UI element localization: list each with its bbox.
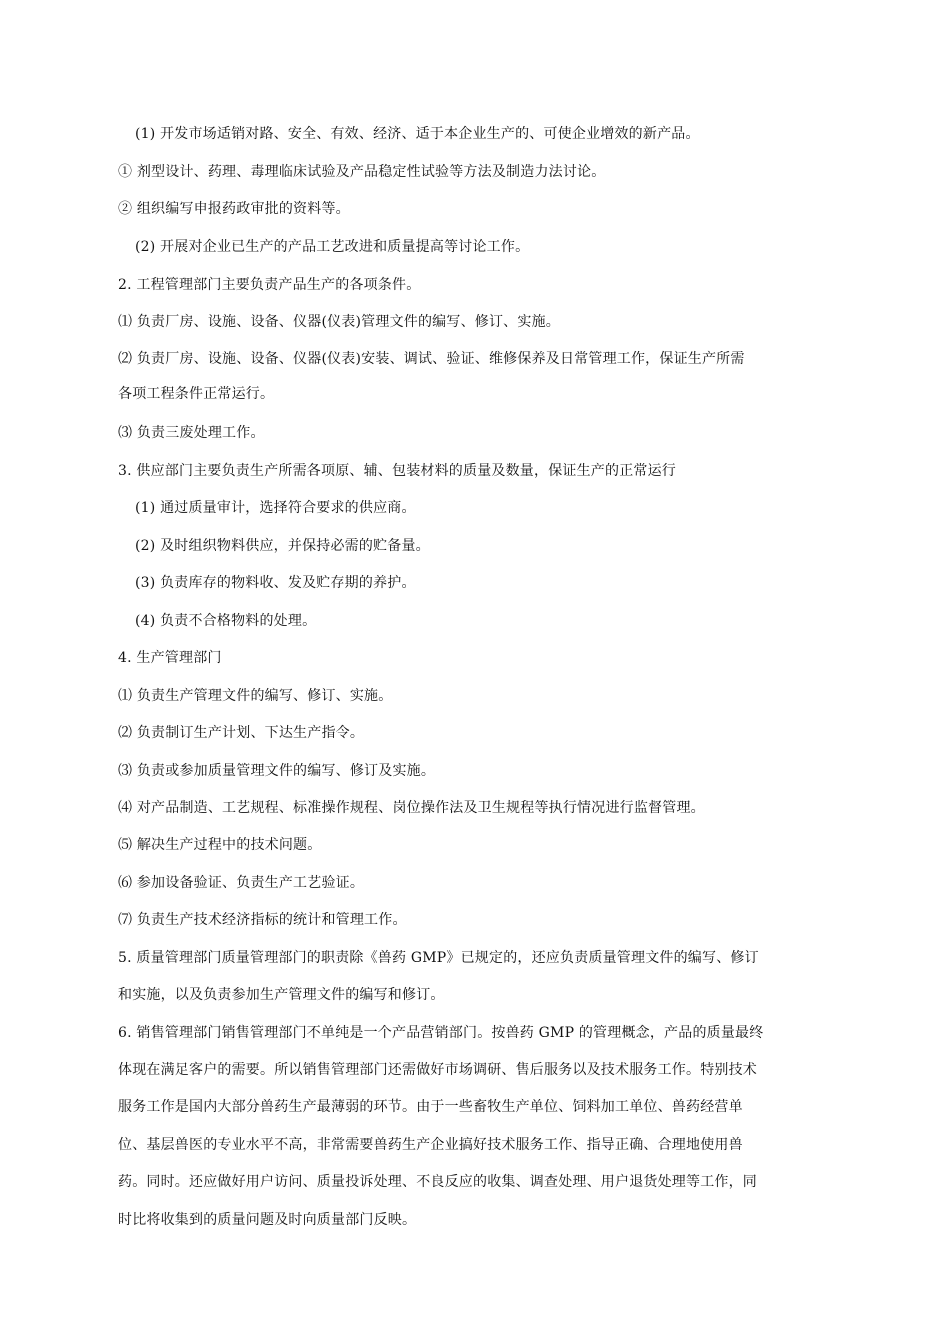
paragraph-line: 各项工程条件正常运行。: [118, 386, 275, 402]
paragraph-line: (2) 及时组织物料供应，并保持必需的贮备量。: [135, 538, 430, 554]
paragraph-line: ⑹ 参加设备验证、负责生产工艺验证。: [118, 875, 365, 891]
paragraph-line: 位、基层兽医的专业水平不高，非常需要兽药生产企业搞好技术服务工作、指导正确、合理地使用兽: [118, 1137, 743, 1153]
paragraph-line: 服务工作是国内大部分兽药生产最薄弱的环节。由于一些畜牧生产单位、饲料加工单位、兽药经营单: [118, 1099, 743, 1115]
paragraph-line: (3) 负责库存的物料收、发及贮存期的养护。: [135, 575, 416, 591]
paragraph-line: ⑺ 负责生产技术经济指标的统计和管理工作。: [118, 912, 407, 928]
paragraph-line: (1) 开发市场适销对路、安全、有效、经济、适于本企业生产的、可使企业增效的新产品。: [135, 126, 700, 142]
paragraph-line: ② 组织编写申报药政审批的资料等。: [118, 201, 350, 217]
paragraph-line: ⑵ 负责制订生产计划、下达生产指令。: [118, 725, 365, 741]
paragraph-line: 体现在满足客户的需要。所以销售管理部门还需做好市场调研、售后服务以及技术服务工作。特别技术: [118, 1062, 757, 1078]
paragraph-line: (1) 通过质量审计，选择符合要求的供应商。: [135, 500, 416, 516]
paragraph-line: 药。同时。还应做好用户访问、质量投诉处理、不良反应的收集、调查处理、用户退货处理等工作，同: [118, 1174, 757, 1190]
section-heading: 2. 工程管理部门主要负责产品生产的各项条件。: [118, 277, 421, 293]
section-heading: 3. 供应部门主要负责生产所需各项原、辅、包装材料的质量及数量，保证生产的正常运行: [118, 463, 677, 479]
paragraph-line: 和实施，以及负责参加生产管理文件的编写和修订。: [118, 987, 445, 1003]
paragraph-line: ① 剂型设计、药理、毒理临床试验及产品稳定性试验等方法及制造力法讨论。: [118, 164, 606, 180]
paragraph-line: ⑶ 负责三废处理工作。: [118, 425, 265, 441]
paragraph-line: 时比将收集到的质量问题及时向质量部门反映。: [118, 1212, 417, 1228]
paragraph-line: ⑷ 对产品制造、工艺规程、标准操作规程、岗位操作法及卫生规程等执行情况进行监督管理。: [118, 800, 705, 816]
section-heading: 6. 销售管理部门销售管理部门不单纯是一个产品营销部门。按兽药 GMP 的管理概念，产品的质量最终: [118, 1025, 764, 1041]
section-heading: 4. 生产管理部门: [118, 650, 222, 666]
paragraph-line: ⑴ 负责厂房、设施、设备、仪器(仪表)管理文件的编写、修订、实施。: [118, 314, 560, 330]
paragraph-line: (2) 开展对企业已生产的产品工艺改进和质量提高等讨论工作。: [135, 239, 530, 255]
paragraph-line: ⑵ 负责厂房、设施、设备、仪器(仪表)安装、调试、验证、维修保养及日常管理工作，保证生产所需: [118, 351, 745, 367]
paragraph-line: ⑴ 负责生产管理文件的编写、修订、实施。: [118, 688, 393, 704]
paragraph-line: ⑸ 解决生产过程中的技术问题。: [118, 837, 322, 853]
paragraph-line: (4) 负责不合格物料的处理。: [135, 613, 317, 629]
section-heading: 5. 质量管理部门质量管理部门的职责除《兽药 GMP》已规定的，还应负责质量管理文件的编写、修订: [118, 950, 759, 966]
paragraph-line: ⑶ 负责或参加质量管理文件的编写、修订及实施。: [118, 763, 436, 779]
